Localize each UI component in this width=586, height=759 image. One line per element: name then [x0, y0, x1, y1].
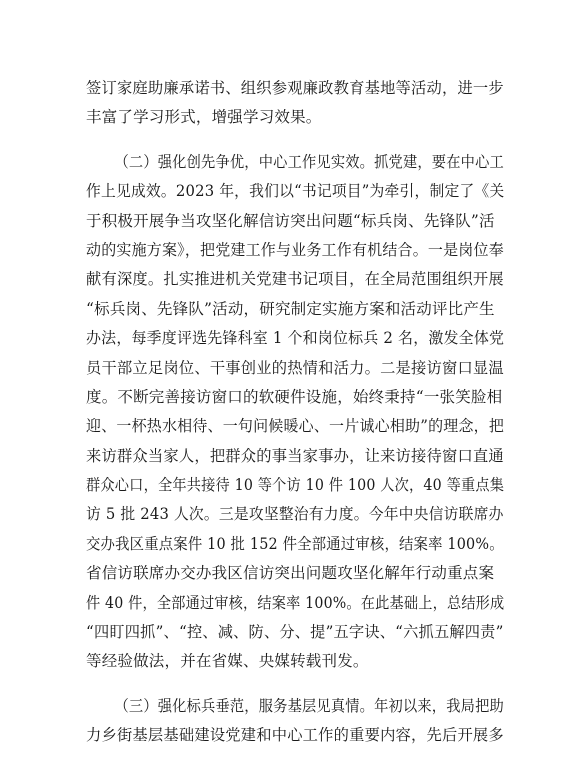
text-line: “标兵岗、先锋队”活动，研究制定实施方案和活动评比产生 — [86, 299, 495, 318]
text-line: 访 5 批 243 人次。三是攻坚整治有力度。今年中央信访联席办 — [86, 505, 504, 524]
text-line: 度。不断完善接访窗口的软硬件设施，始终秉持“一张笑脸相 — [86, 387, 503, 406]
text-line: 等经验做法，并在省媒、央媒转载刊发。 — [86, 652, 369, 671]
document-body — [86, 74, 504, 751]
text-line: （三）强化标兵垂范，服务基层见真情。年初以来，我局把助 — [114, 696, 504, 715]
text-line: 员干部立足岗位、干事创业的热情和活力。二是接访窗口显温 — [86, 358, 504, 377]
text-line: 献有深度。扎实推进机关党建书记项目，在全局范围组织开展 — [86, 270, 504, 289]
text-line: 件 40 件，全部通过审核，结案率 100%。在此基础上，总结形成 — [86, 593, 505, 612]
text-line: 于积极开展争当攻坚化解信访突出问题“标兵岗、先锋队”活 — [86, 211, 495, 230]
paragraph-2 — [86, 148, 504, 677]
text-line: 迎、一杯热水相待、一句问候暖心、一片诚心相助”的理念，把 — [86, 417, 505, 436]
text-line: 来访群众当家人，把群众的事当家事办，让来访接待窗口直通 — [86, 446, 504, 465]
text-line: “四盯四抓”、“控、减、防、分、提”五字诀、“六抓五解四责” — [86, 623, 504, 642]
text-line: 作上见成效。2023 年，我们以“书记项目”为牵引，制定了《关 — [86, 182, 505, 201]
paragraph-1 — [86, 74, 504, 133]
text-line: 交办我区重点案件 10 批 152 件全部通过审核，结案率 100%。 — [86, 534, 504, 553]
text-line: 动的实施方案》，把党建工作与业务工作有机结合。一是岗位奉 — [86, 240, 504, 259]
text-line: 办法，每季度评选先锋科室 1 个和岗位标兵 2 名，激发全体党 — [86, 329, 505, 348]
text-line: 省信访联席办交办我区信访突出问题攻坚化解年行动重点案 — [86, 564, 495, 583]
text-line: （二）强化创先争优，中心工作见实效。抓党建，要在中心工 — [114, 152, 504, 171]
text-line: 群众心口，全年共接待 10 等个访 10 件 100 人次，40 等重点集 — [86, 476, 505, 495]
text-line: 力乡街基层基础建设党建和中心工作的重要内容，先后开展多 — [86, 726, 504, 745]
text-line: 签订家庭助廉承诺书、组织参观廉政教育基地等活动，进一步 — [86, 79, 504, 97]
paragraph-3 — [86, 692, 504, 751]
text-line: 丰富了学习形式，增强学习效果。 — [86, 108, 322, 127]
